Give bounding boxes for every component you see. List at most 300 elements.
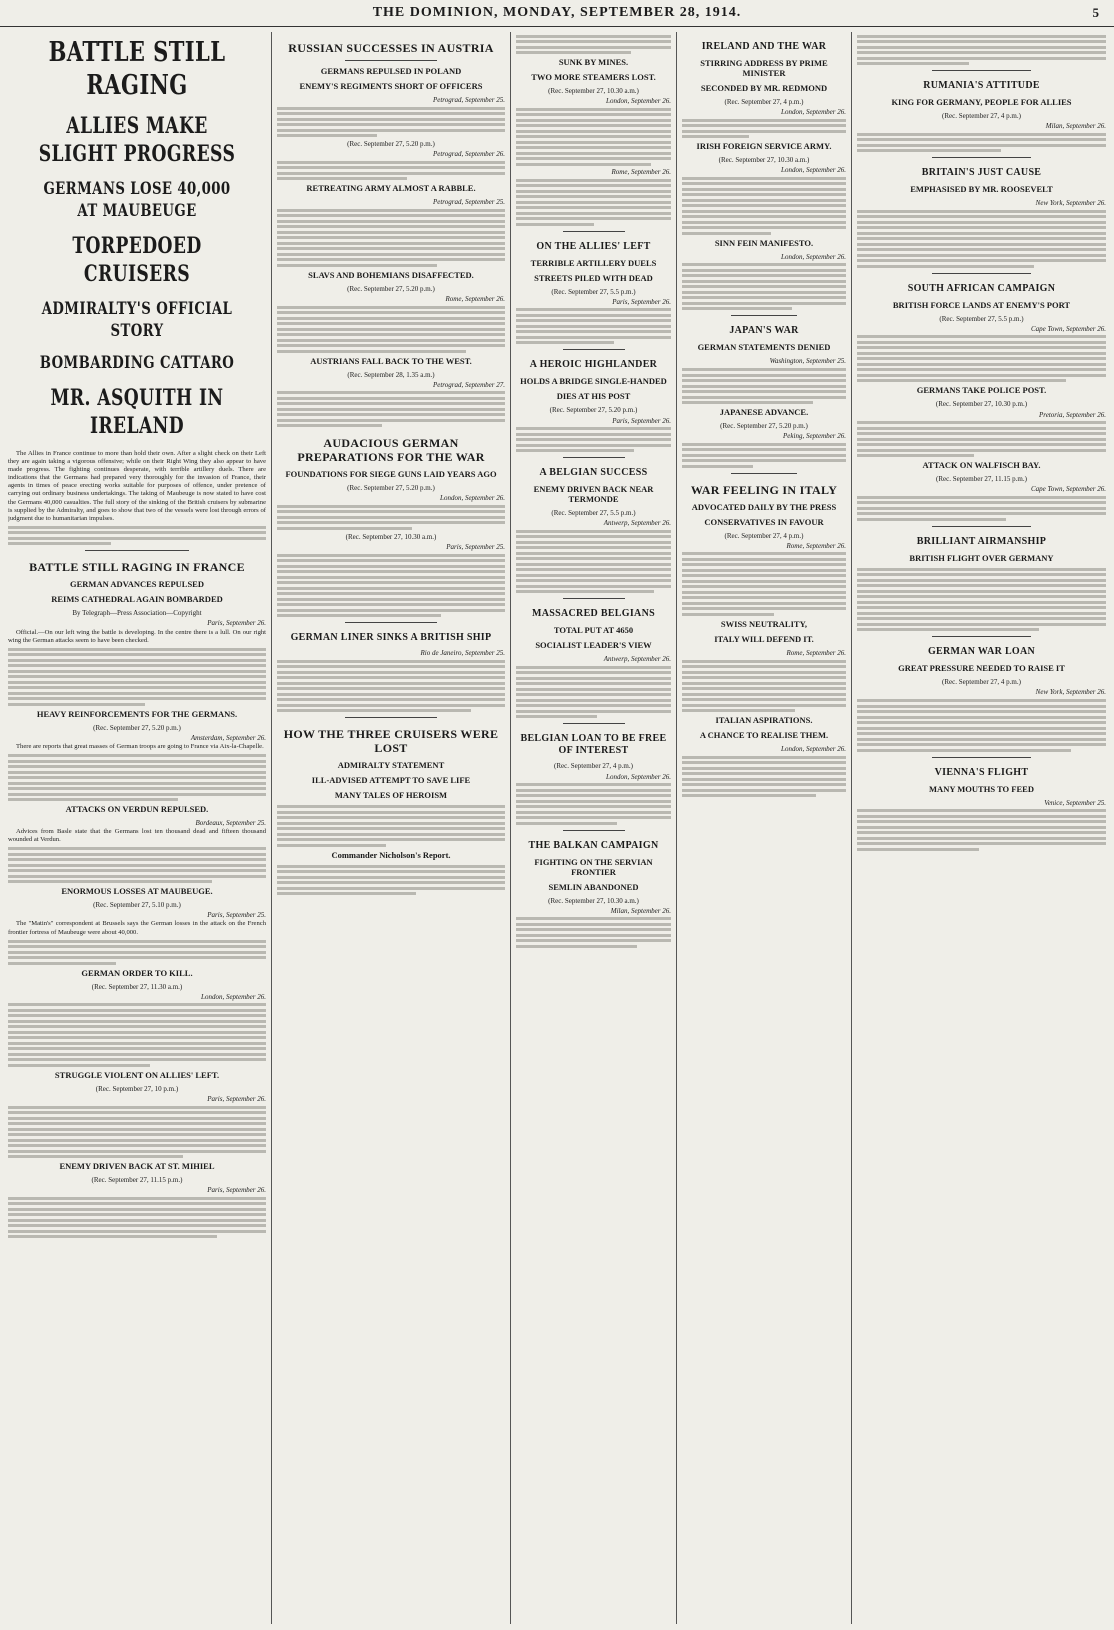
section-heading: ENEMY DRIVEN BACK AT ST. MIHIEL xyxy=(59,1161,215,1172)
text-line-placeholder xyxy=(277,505,505,508)
section-heading: RUMANIA'S ATTITUDE xyxy=(923,80,1040,91)
divider xyxy=(932,70,1032,71)
text-line-placeholder xyxy=(277,570,505,573)
text-line-placeholder xyxy=(857,617,1106,620)
dateline: Paris, September 25. xyxy=(446,543,505,552)
section-heading: A BELGIAN SUCCESS xyxy=(539,467,648,479)
article-text xyxy=(857,210,1106,268)
divider xyxy=(563,231,625,232)
section-heading: GERMAN WAR LOAN xyxy=(927,646,1036,658)
text-line-placeholder xyxy=(277,682,505,685)
column-2 xyxy=(277,32,505,1626)
text-line-placeholder xyxy=(857,259,1106,262)
divider xyxy=(85,550,188,551)
text-line-placeholder xyxy=(682,385,846,388)
text-line-placeholder xyxy=(516,108,671,111)
text-line-placeholder xyxy=(516,939,671,942)
text-line-placeholder xyxy=(277,258,505,261)
subheading: GERMAN ADVANCES REPULSED xyxy=(70,579,204,590)
dateline: Peking, September 26. xyxy=(783,432,846,441)
text-line-placeholder xyxy=(8,1224,266,1227)
text-line-placeholder xyxy=(8,1230,266,1233)
article-text xyxy=(8,1003,266,1067)
text-line-placeholder xyxy=(682,574,846,577)
section-heading: RUSSIAN SUCCESSES IN AUSTRIA xyxy=(288,41,494,55)
dateline: Rome, September 26. xyxy=(611,168,671,177)
text-line-placeholder xyxy=(277,177,407,180)
text-line-placeholder xyxy=(8,681,266,684)
text-line-placeholder xyxy=(682,671,846,674)
subheading: GREAT PRESSURE NEEDED TO RAISE IT xyxy=(898,663,1065,674)
text-line-placeholder xyxy=(682,177,846,180)
text-line-placeholder xyxy=(277,576,505,579)
text-line-placeholder xyxy=(516,308,671,311)
text-line-placeholder xyxy=(682,789,846,792)
text-line-placeholder xyxy=(516,314,671,317)
text-line-placeholder xyxy=(682,693,846,696)
text-line-placeholder xyxy=(682,182,846,185)
subheading: BRITISH FLIGHT OVER GERMANY xyxy=(909,552,1054,563)
article-text xyxy=(277,554,505,618)
received-line: (Rec. September 27, 10.30 a.m.) xyxy=(345,532,437,541)
text-line-placeholder xyxy=(277,554,505,557)
text-line-placeholder xyxy=(682,130,846,133)
section-heading: HOW THE THREE CRUISERS WERE LOST xyxy=(283,727,499,756)
text-line-placeholder xyxy=(516,715,597,718)
text-line-placeholder xyxy=(682,585,846,588)
article-text xyxy=(277,865,505,896)
article-text xyxy=(8,754,266,801)
received-line: (Rec. September 27, 5.20 p.m.) xyxy=(347,284,435,293)
text-line-placeholder xyxy=(682,232,771,235)
article-text xyxy=(277,391,505,427)
dateline: London, September 26. xyxy=(606,97,671,106)
text-line-placeholder xyxy=(682,459,846,462)
text-line-placeholder xyxy=(277,822,505,825)
text-line-placeholder xyxy=(682,552,846,555)
text-line-placeholder xyxy=(8,858,266,861)
text-line-placeholder xyxy=(682,596,846,599)
subheading: STREETS PILED WITH DEAD xyxy=(534,272,653,283)
received-line: (Rec. September 27, 10.30 a.m.) xyxy=(548,87,639,95)
text-line-placeholder xyxy=(516,585,671,588)
article-text xyxy=(857,568,1106,632)
text-line-placeholder xyxy=(8,793,266,796)
section-heading: SINN FEIN MANIFESTO. xyxy=(714,237,814,248)
text-line-placeholder xyxy=(857,352,1106,355)
text-line-placeholder xyxy=(8,1155,183,1158)
text-line-placeholder xyxy=(277,521,505,524)
text-line-placeholder xyxy=(277,709,471,712)
text-line-placeholder xyxy=(277,581,505,584)
text-line-placeholder xyxy=(8,1111,266,1114)
text-line-placeholder xyxy=(682,390,846,393)
dateline: Milan, September 26. xyxy=(1045,122,1106,131)
text-line-placeholder xyxy=(8,945,266,948)
received-line: (Rec. September 27, 5.20 p.m.) xyxy=(347,484,435,493)
article-text xyxy=(277,209,505,267)
text-line-placeholder xyxy=(277,876,505,879)
dateline: Milan, September 26. xyxy=(610,906,671,915)
subheading: ADVOCATED DAILY BY THE PRESS xyxy=(691,501,837,512)
received-line: (Rec. September 27, 5.20 p.m.) xyxy=(347,140,435,149)
text-line-placeholder xyxy=(516,319,671,322)
text-line-placeholder xyxy=(516,184,671,187)
text-line-placeholder xyxy=(682,302,846,305)
text-line-placeholder xyxy=(277,242,505,245)
headline-asquith: MR. ASQUITH IN IRELAND xyxy=(50,385,224,439)
article-text xyxy=(277,161,505,181)
text-line-placeholder xyxy=(277,134,377,137)
text-line-placeholder xyxy=(277,112,505,115)
text-line-placeholder xyxy=(857,826,1106,829)
divider xyxy=(932,273,1032,274)
dateline: Washington, September 25. xyxy=(769,357,846,366)
intro-paragraph: The Allies in France continue to more than hold their own. After a slight check on their Left they are again taking a vigorous offensive; while on their Right Wing they also appear to have made progress. The fighting continues desperate, with terrible artillery duels. There are indications that the Germans had prepared very thoroughly for the invasion of France, their agents in times of peace erecting works suitable for purposes of offence, under pretence of carrying out ordinary business undertakings. The taking of Maubeuge is now stated to have cost the Germans 40,000 casualties. The full story of the sinking of the British cruisers by submarine is supplied by the Admiralty, and goes to show that two of the vessels were lost through errors of judgment due to humanitarian impulses. xyxy=(8,450,266,522)
dateline: Paris, September 25. xyxy=(207,911,266,920)
text-line-placeholder xyxy=(857,57,1106,60)
text-line-placeholder xyxy=(682,210,846,213)
received-line: (Rec. September 27, 11.30 a.m.) xyxy=(91,982,183,991)
received-line: (Rec. September 27, 5.20 p.m.) xyxy=(549,406,638,415)
text-line-placeholder xyxy=(277,827,505,830)
text-line-placeholder xyxy=(516,179,671,182)
dateline: London, September 26. xyxy=(440,494,505,503)
text-line-placeholder xyxy=(277,592,505,595)
text-line-placeholder xyxy=(277,253,505,256)
dateline: London, September 26. xyxy=(781,108,846,117)
text-line-placeholder xyxy=(857,831,1106,834)
text-line-placeholder xyxy=(857,568,1106,571)
section-heading: ENORMOUS LOSSES AT MAUBEUGE. xyxy=(61,886,213,897)
dateline: London, September 26. xyxy=(201,992,266,1001)
text-line-placeholder xyxy=(516,325,671,328)
text-line-placeholder xyxy=(857,254,1106,257)
text-line-placeholder xyxy=(8,1106,266,1109)
text-line-placeholder xyxy=(8,1150,266,1153)
text-line-placeholder xyxy=(516,783,671,786)
text-line-placeholder xyxy=(8,653,266,656)
section-heading: MASSACRED BELGIANS xyxy=(532,608,655,620)
text-line-placeholder xyxy=(516,811,671,814)
text-line-placeholder xyxy=(8,531,266,534)
article-text xyxy=(682,263,846,310)
text-line-placeholder xyxy=(682,563,846,566)
text-line-placeholder xyxy=(277,209,505,212)
text-line-placeholder xyxy=(682,135,749,138)
text-line-placeholder xyxy=(857,837,1106,840)
text-line-placeholder xyxy=(516,563,671,566)
text-line-placeholder xyxy=(857,595,1106,598)
text-line-placeholder xyxy=(516,195,671,198)
article-text xyxy=(516,530,671,594)
article-text xyxy=(682,177,846,235)
article-text xyxy=(857,35,1106,66)
article-text xyxy=(682,443,846,468)
text-line-placeholder xyxy=(516,704,671,707)
divider xyxy=(345,60,436,61)
article-text xyxy=(8,1197,266,1239)
text-line-placeholder xyxy=(516,201,671,204)
text-line-placeholder xyxy=(857,210,1106,213)
text-line-placeholder xyxy=(857,40,1106,43)
received-line: (Rec. September 27, 4 p.m.) xyxy=(724,98,804,106)
section-heading: SWISS NEUTRALITY, xyxy=(720,618,808,629)
text-line-placeholder xyxy=(857,512,1106,515)
dateline: Antwerp, September 26. xyxy=(603,655,671,664)
text-line-placeholder xyxy=(857,623,1106,626)
subheading: ENEMY DRIVEN BACK NEAR TERMONDE xyxy=(533,484,654,505)
text-line-placeholder xyxy=(8,765,266,768)
article-text xyxy=(682,552,846,616)
received-line: (Rec. September 27, 11.15 p.m.) xyxy=(91,1176,183,1185)
text-line-placeholder xyxy=(516,666,671,669)
text-line-placeholder xyxy=(516,190,671,193)
text-line-placeholder xyxy=(516,710,671,713)
text-line-placeholder xyxy=(277,614,441,617)
text-line-placeholder xyxy=(682,368,846,371)
text-line-placeholder xyxy=(857,628,1039,631)
section-heading: IRISH FOREIGN SERVICE ARMY. xyxy=(696,141,832,152)
headline-cattaro: BOMBARDING CATTARO xyxy=(39,353,235,373)
article-text xyxy=(277,306,505,353)
text-line-placeholder xyxy=(516,163,651,166)
dateline: Pretoria, September 26. xyxy=(1038,410,1106,419)
text-line-placeholder xyxy=(277,698,505,701)
text-line-placeholder xyxy=(516,427,671,430)
text-line-placeholder xyxy=(682,374,846,377)
column-rule xyxy=(676,32,677,1624)
section-heading: BRILLIANT AIRMANSHIP xyxy=(916,535,1047,547)
text-line-placeholder xyxy=(857,226,1106,229)
text-line-placeholder xyxy=(857,606,1106,609)
text-line-placeholder xyxy=(857,705,1106,708)
text-line-placeholder xyxy=(516,579,671,582)
text-line-placeholder xyxy=(857,144,1106,147)
text-line-placeholder xyxy=(277,693,505,696)
subheading: KING FOR GERMANY, PEOPLE FOR ALLIES xyxy=(891,97,1072,107)
dateline: London, September 26. xyxy=(781,166,846,175)
section-heading: STRUGGLE VIOLENT ON ALLIES' LEFT. xyxy=(54,1069,220,1080)
divider xyxy=(345,717,436,718)
article-text: There are reports that great masses of German troops are going to France via Aix-la-Chapelle. xyxy=(16,742,264,750)
text-line-placeholder xyxy=(857,507,1106,510)
dateline: Paris, September 26. xyxy=(207,1186,266,1195)
subheading: CONSERVATIVES IN FAVOUR xyxy=(704,516,824,527)
article-text xyxy=(516,308,671,344)
text-line-placeholder xyxy=(8,776,266,779)
headline-allies: ALLIES MAKE SLIGHT PROGRESS xyxy=(38,113,236,167)
text-line-placeholder xyxy=(8,1047,266,1050)
text-line-placeholder xyxy=(277,527,412,530)
text-line-placeholder xyxy=(516,541,671,544)
text-line-placeholder xyxy=(516,35,671,38)
dateline: Petrograd, September 27. xyxy=(432,380,505,389)
text-line-placeholder xyxy=(516,157,671,160)
masthead xyxy=(0,0,1114,27)
text-line-placeholder xyxy=(8,664,266,667)
article-text xyxy=(8,648,266,706)
article-text: Advices from Basle state that the Germans lost ten thousand dead and fifteen thousand wounded at Verdun. xyxy=(8,828,266,844)
text-line-placeholder xyxy=(8,670,266,673)
section-heading: SLAVS AND BOHEMIANS DISAFFECTED. xyxy=(308,269,474,280)
text-line-placeholder xyxy=(277,870,505,873)
text-line-placeholder xyxy=(516,223,594,226)
text-line-placeholder xyxy=(516,438,671,441)
text-line-placeholder xyxy=(277,397,505,400)
text-line-placeholder xyxy=(277,247,505,250)
subheading: MANY MOUTHS TO FEED xyxy=(929,783,1034,794)
section-heading: WAR FEELING IN ITALY xyxy=(690,482,838,497)
text-line-placeholder xyxy=(516,800,671,803)
text-line-placeholder xyxy=(8,1219,266,1222)
text-line-placeholder xyxy=(277,214,505,217)
section-heading: A HEROIC HIGHLANDER xyxy=(529,359,658,371)
section-heading: SUNK BY MINES. xyxy=(558,57,629,67)
section-heading: SOUTH AFRICAN CAMPAIGN xyxy=(907,282,1056,294)
text-line-placeholder xyxy=(857,738,1106,741)
text-line-placeholder xyxy=(682,226,846,229)
text-line-placeholder xyxy=(682,591,846,594)
text-line-placeholder xyxy=(857,501,1106,504)
article-text xyxy=(857,421,1106,457)
text-line-placeholder xyxy=(277,264,437,267)
text-line-placeholder xyxy=(682,188,846,191)
text-line-placeholder xyxy=(516,146,671,149)
text-line-placeholder xyxy=(857,374,1106,377)
text-line-placeholder xyxy=(682,687,846,690)
text-line-placeholder xyxy=(516,444,671,447)
article-text: Official.—On our left wing the battle is developing. In the centre there is a lull. On our right wing the German attacks seem to have been checked. xyxy=(8,628,266,644)
text-line-placeholder xyxy=(277,328,505,331)
text-line-placeholder xyxy=(516,130,671,133)
received-line: (Rec. September 27, 5.5 p.m.) xyxy=(551,287,636,296)
subheading: STIRRING ADDRESS BY PRIME MINISTER xyxy=(700,58,828,78)
text-line-placeholder xyxy=(8,956,266,959)
text-line-placeholder xyxy=(8,771,266,774)
section-heading: GERMAN LINER SINKS A BRITISH SHIP xyxy=(290,632,492,644)
received-line: (Rec. September 27, 5.20 p.m.) xyxy=(93,723,181,732)
text-line-placeholder xyxy=(516,923,671,926)
text-line-placeholder xyxy=(516,671,671,674)
text-line-placeholder xyxy=(277,391,505,394)
column-3 xyxy=(516,32,671,1626)
text-line-placeholder xyxy=(857,727,1106,730)
text-line-placeholder xyxy=(277,344,505,347)
subheading: GERMAN STATEMENTS DENIED xyxy=(697,342,831,353)
dateline: Rome, September 26. xyxy=(786,541,846,550)
text-line-placeholder xyxy=(682,698,846,701)
article-text xyxy=(8,940,266,965)
text-line-placeholder xyxy=(8,754,266,757)
text-line-placeholder xyxy=(516,557,671,560)
text-line-placeholder xyxy=(857,35,1106,38)
text-line-placeholder xyxy=(682,704,846,707)
text-line-placeholder xyxy=(277,892,416,895)
text-line-placeholder xyxy=(8,1213,266,1216)
received-line: (Rec. September 27, 11.15 p.m.) xyxy=(936,475,1027,484)
article-text xyxy=(682,368,846,404)
subheading: ENEMY'S REGIMENTS SHORT OF OFFICERS xyxy=(299,81,483,91)
text-line-placeholder xyxy=(516,46,671,49)
divider xyxy=(731,473,797,474)
text-line-placeholder xyxy=(682,676,846,679)
text-line-placeholder xyxy=(516,212,671,215)
text-line-placeholder xyxy=(8,542,111,545)
subheading: SOCIALIST LEADER'S VIEW xyxy=(535,640,652,651)
article-text xyxy=(516,783,671,825)
headline-cruisers: TORPEDOED CRUISERS xyxy=(72,233,202,287)
text-line-placeholder xyxy=(857,612,1106,615)
text-line-placeholder xyxy=(516,113,671,116)
dateline: New York, September 26. xyxy=(1035,199,1106,208)
text-line-placeholder xyxy=(277,118,505,121)
text-line-placeholder xyxy=(277,671,505,674)
dateline: Paris, September 26. xyxy=(207,619,266,628)
text-line-placeholder xyxy=(857,518,1006,521)
dateline: Venice, September 25. xyxy=(1044,798,1106,807)
received-line: (Rec. September 27, 10 p.m.) xyxy=(95,1084,179,1093)
text-line-placeholder xyxy=(857,346,1106,349)
dateline: Amsterdam, September 26. xyxy=(190,733,266,742)
dateline: Rome, September 26. xyxy=(445,294,505,303)
text-line-placeholder xyxy=(516,816,671,819)
divider xyxy=(563,349,625,350)
text-line-placeholder xyxy=(857,815,1106,818)
text-line-placeholder xyxy=(682,401,813,404)
text-line-placeholder xyxy=(516,449,634,452)
text-line-placeholder xyxy=(8,782,266,785)
text-line-placeholder xyxy=(8,1053,266,1056)
text-line-placeholder xyxy=(8,537,266,540)
subheading: GERMANS REPULSED IN POLAND xyxy=(320,66,462,76)
text-line-placeholder xyxy=(857,809,1106,812)
text-line-placeholder xyxy=(682,794,816,797)
text-line-placeholder xyxy=(682,660,846,663)
text-line-placeholder xyxy=(8,1025,266,1028)
text-line-placeholder xyxy=(682,767,846,770)
text-line-placeholder xyxy=(857,584,1106,587)
text-line-placeholder xyxy=(277,408,505,411)
text-line-placeholder xyxy=(277,603,505,606)
text-line-placeholder xyxy=(516,693,671,696)
dateline: New York, September 26. xyxy=(1035,688,1106,697)
article-text xyxy=(277,505,505,530)
text-line-placeholder xyxy=(277,231,505,234)
text-line-placeholder xyxy=(682,607,846,610)
dateline: London, September 26. xyxy=(606,772,671,781)
dateline: London, September 26. xyxy=(781,745,846,754)
subheading: FIGHTING ON THE SERVIAN FRONTIER xyxy=(534,856,653,877)
headline-battle: BATTLE STILL RAGING xyxy=(48,37,226,101)
text-line-placeholder xyxy=(8,1208,266,1211)
text-line-placeholder xyxy=(8,686,266,689)
article-text xyxy=(857,809,1106,851)
dateline: Cape Town, September 26. xyxy=(1031,324,1106,333)
text-line-placeholder xyxy=(8,1036,266,1039)
headline-maubeuge: GERMANS LOSE 40,000 AT MAUBEUGE xyxy=(43,179,231,221)
column-5 xyxy=(857,32,1106,1626)
text-line-placeholder xyxy=(277,236,505,239)
text-line-placeholder xyxy=(857,820,1106,823)
article-text xyxy=(277,660,505,713)
text-line-placeholder xyxy=(857,848,979,851)
text-line-placeholder xyxy=(8,1014,266,1017)
article-text xyxy=(516,427,671,452)
text-line-placeholder xyxy=(682,602,846,605)
text-line-placeholder xyxy=(857,842,1106,845)
dateline: London, September 26. xyxy=(781,252,846,261)
